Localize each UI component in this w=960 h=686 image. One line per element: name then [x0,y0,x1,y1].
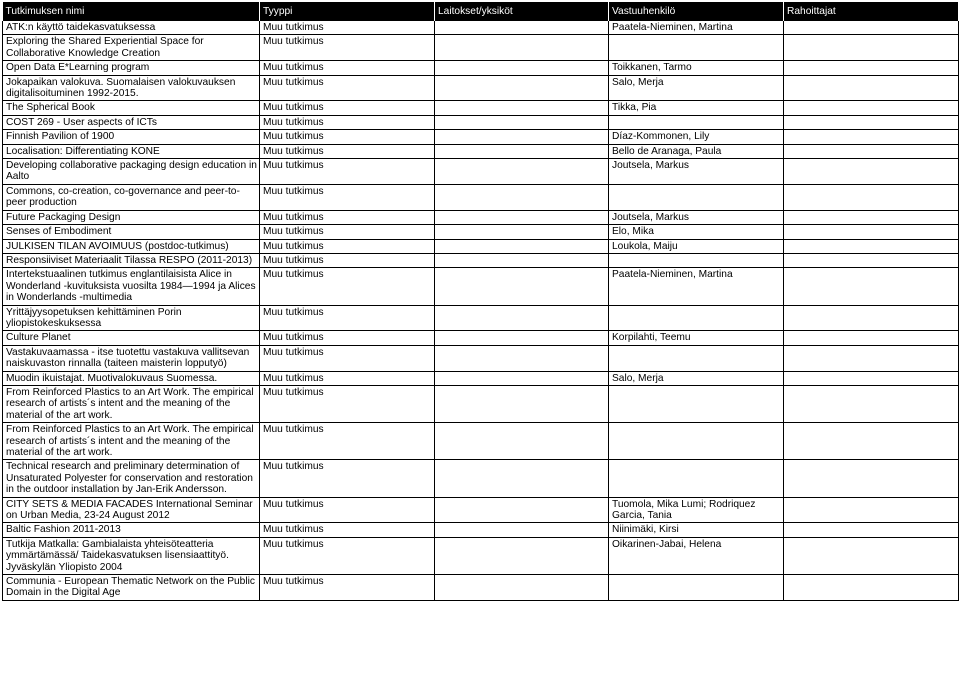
unit-cell [435,225,609,239]
person-cell [609,115,784,129]
unit-cell [435,385,609,422]
table-row [3,239,959,253]
type-cell: Muu tutkimus [260,423,435,460]
name-cell[interactable]: Localisation: Differentiating KONE [3,144,260,158]
unit-cell [435,345,609,371]
name-cell[interactable]: Muodin ikuistajat. Muotivalokuvaus Suomessa. [3,371,260,385]
type-cell: Muu tutkimus [260,523,435,537]
person-cell: Díaz-Kommonen, Lily [609,130,784,144]
table-row [3,21,959,35]
unit-cell [435,61,609,75]
type-cell: Muu tutkimus [260,253,435,267]
unit-cell [435,130,609,144]
table-row [3,497,959,523]
funder-cell [784,460,959,497]
type-cell: Muu tutkimus [260,371,435,385]
funder-cell [784,130,959,144]
funder-cell [784,537,959,574]
table-row [3,75,959,101]
type-cell: Muu tutkimus [260,385,435,422]
funder-cell [784,239,959,253]
name-cell[interactable]: Intertekstuaalinen tutkimus englantilaisista Alice in Wonderland -kuvituksista vuosilta 1984—1994 ja Alices in Wonderlands -multimedia [3,268,260,305]
type-cell: Muu tutkimus [260,35,435,61]
unit-cell [435,331,609,345]
funder-cell [784,268,959,305]
type-cell: Muu tutkimus [260,159,435,185]
funder-cell [784,523,959,537]
table-row [3,523,959,537]
table-body [3,21,959,600]
person-cell [609,184,784,210]
person-cell: Niinimäki, Kirsi [609,523,784,537]
unit-cell [435,115,609,129]
col-header-funder[interactable]: Rahoittajat [784,2,959,21]
table-row [3,385,959,422]
person-cell [609,460,784,497]
table-row [3,575,959,601]
funder-cell [784,115,959,129]
person-cell [609,385,784,422]
type-cell: Muu tutkimus [260,497,435,523]
type-cell: Muu tutkimus [260,61,435,75]
table-row [3,371,959,385]
person-cell: Oikarinen-Jabai, Helena [609,537,784,574]
person-cell: Tikka, Pia [609,101,784,115]
name-cell[interactable]: Developing collaborative packaging design education in Aalto [3,159,260,185]
type-cell: Muu tutkimus [260,460,435,497]
header-row [3,2,959,21]
funder-cell [784,423,959,460]
funder-cell [784,35,959,61]
funder-cell [784,385,959,422]
type-cell: Muu tutkimus [260,21,435,35]
table-row [3,305,959,331]
funder-cell [784,61,959,75]
name-cell[interactable]: Exploring the Shared Experiential Space for Collaborative Knowledge Creation [3,35,260,61]
name-cell[interactable]: COST 269 - User aspects of ICTs [3,115,260,129]
name-cell[interactable]: Future Packaging Design [3,210,260,224]
unit-cell [435,101,609,115]
research-table [2,2,959,601]
funder-cell [784,21,959,35]
unit-cell [435,253,609,267]
unit-cell [435,75,609,101]
type-cell: Muu tutkimus [260,225,435,239]
table-row [3,130,959,144]
person-cell: Paatela-Nieminen, Martina [609,268,784,305]
table-row [3,144,959,158]
person-cell: Bello de Aranaga, Paula [609,144,784,158]
name-cell[interactable]: Technical research and preliminary determination of Unsaturated Polyester for conservation and restoration in the outdoor installation by Jan-Erik Andersson. [3,460,260,497]
funder-cell [784,75,959,101]
table-row [3,225,959,239]
unit-cell [435,144,609,158]
name-cell[interactable]: Baltic Fashion 2011-2013 [3,523,260,537]
funder-cell [784,497,959,523]
person-cell: Joutsela, Markus [609,159,784,185]
table-row [3,101,959,115]
name-cell[interactable]: Jokapaikan valokuva. Suomalaisen valokuvauksen digitalisoituminen 1992-2015. [3,75,260,101]
person-cell [609,423,784,460]
name-cell[interactable]: JULKISEN TILAN AVOIMUUS (postdoc-tutkimus) [3,239,260,253]
unit-cell [435,575,609,601]
funder-cell [784,210,959,224]
person-cell: Korpilahti, Teemu [609,331,784,345]
funder-cell [784,225,959,239]
funder-cell [784,101,959,115]
type-cell: Muu tutkimus [260,331,435,345]
unit-cell [435,239,609,253]
unit-cell [435,159,609,185]
funder-cell [784,144,959,158]
name-cell[interactable]: The Spherical Book [3,101,260,115]
table-row [3,460,959,497]
table-row [3,210,959,224]
type-cell: Muu tutkimus [260,305,435,331]
person-cell: Loukola, Maiju [609,239,784,253]
unit-cell [435,371,609,385]
table-row [3,423,959,460]
type-cell: Muu tutkimus [260,144,435,158]
name-cell[interactable]: Open Data E*Learning program [3,61,260,75]
unit-cell [435,35,609,61]
unit-cell [435,497,609,523]
funder-cell [784,253,959,267]
funder-cell [784,305,959,331]
table-row [3,35,959,61]
unit-cell [435,523,609,537]
person-cell: Elo, Mika [609,225,784,239]
person-cell [609,253,784,267]
table-row [3,159,959,185]
type-cell: Muu tutkimus [260,239,435,253]
type-cell: Muu tutkimus [260,75,435,101]
unit-cell [435,460,609,497]
name-cell[interactable]: Finnish Pavilion of 1900 [3,130,260,144]
table-header [3,2,959,21]
table-row [3,331,959,345]
table-row [3,184,959,210]
table-row [3,115,959,129]
unit-cell [435,305,609,331]
col-header-name[interactable]: Tutkimuksen nimi [3,2,260,21]
unit-cell [435,184,609,210]
unit-cell [435,210,609,224]
type-cell: Muu tutkimus [260,575,435,601]
person-cell: Toikkanen, Tarmo [609,61,784,75]
name-cell[interactable]: Culture Planet [3,331,260,345]
name-cell[interactable]: ATK:n käyttö taidekasvatuksessa [3,21,260,35]
col-header-unit[interactable]: Laitokset/yksiköt [435,2,609,21]
unit-cell [435,268,609,305]
funder-cell [784,371,959,385]
name-cell[interactable]: Vastakuvaamassa - itse tuotettu vastakuva vallitsevan naiskuvaston rinnalla (taiteen maisterin lopputyö) [3,345,260,371]
person-cell: Salo, Merja [609,75,784,101]
unit-cell [435,423,609,460]
type-cell: Muu tutkimus [260,101,435,115]
person-cell: Salo, Merja [609,371,784,385]
person-cell [609,35,784,61]
person-cell: Paatela-Nieminen, Martina [609,21,784,35]
funder-cell [784,331,959,345]
type-cell: Muu tutkimus [260,345,435,371]
name-cell[interactable]: Commons, co-creation, co-governance and peer-to-peer production [3,184,260,210]
table-row [3,345,959,371]
person-cell: Joutsela, Markus [609,210,784,224]
type-cell: Muu tutkimus [260,268,435,305]
funder-cell [784,345,959,371]
type-cell: Muu tutkimus [260,130,435,144]
funder-cell [784,575,959,601]
col-header-type[interactable]: Tyyppi [260,2,435,21]
name-cell[interactable]: Communia - European Thematic Network on the Public Domain in the Digital Age [3,575,260,601]
name-cell[interactable]: From Reinforced Plastics to an Art Work. The empirical research of artists´s intent and the meaning of the material of the art work. [3,423,260,460]
name-cell[interactable]: From Reinforced Plastics to an Art Work. The empirical research of artists´s intent and the meaning of the material of the art work. [3,385,260,422]
name-cell[interactable]: Tutkija Matkalla: Gambialaista yhteisöteatteria ymmärtämässä/ Taidekasvatuksen lisensiaattityö. Jyväskylän Yliopisto 2004 [3,537,260,574]
name-cell[interactable]: Senses of Embodiment [3,225,260,239]
type-cell: Muu tutkimus [260,184,435,210]
type-cell: Muu tutkimus [260,115,435,129]
person-cell [609,575,784,601]
table-row [3,537,959,574]
type-cell: Muu tutkimus [260,210,435,224]
person-cell [609,345,784,371]
table-row [3,268,959,305]
unit-cell [435,537,609,574]
person-cell: Tuomola, Mika Lumi; Rodriquez Garcia, Tania [609,497,784,523]
person-cell [609,305,784,331]
name-cell[interactable]: Yrittäjyysopetuksen kehittäminen Porin yliopistokeskuksessa [3,305,260,331]
col-header-person[interactable]: Vastuuhenkilö [609,2,784,21]
type-cell: Muu tutkimus [260,537,435,574]
unit-cell [435,21,609,35]
funder-cell [784,159,959,185]
table-row [3,253,959,267]
name-cell[interactable]: Responsiiviset Materiaalit Tilassa RESPO (2011-2013) [3,253,260,267]
table-row [3,61,959,75]
funder-cell [784,184,959,210]
name-cell[interactable]: CITY SETS & MEDIA FACADES International Seminar on Urban Media, 23-24 August 2012 [3,497,260,523]
